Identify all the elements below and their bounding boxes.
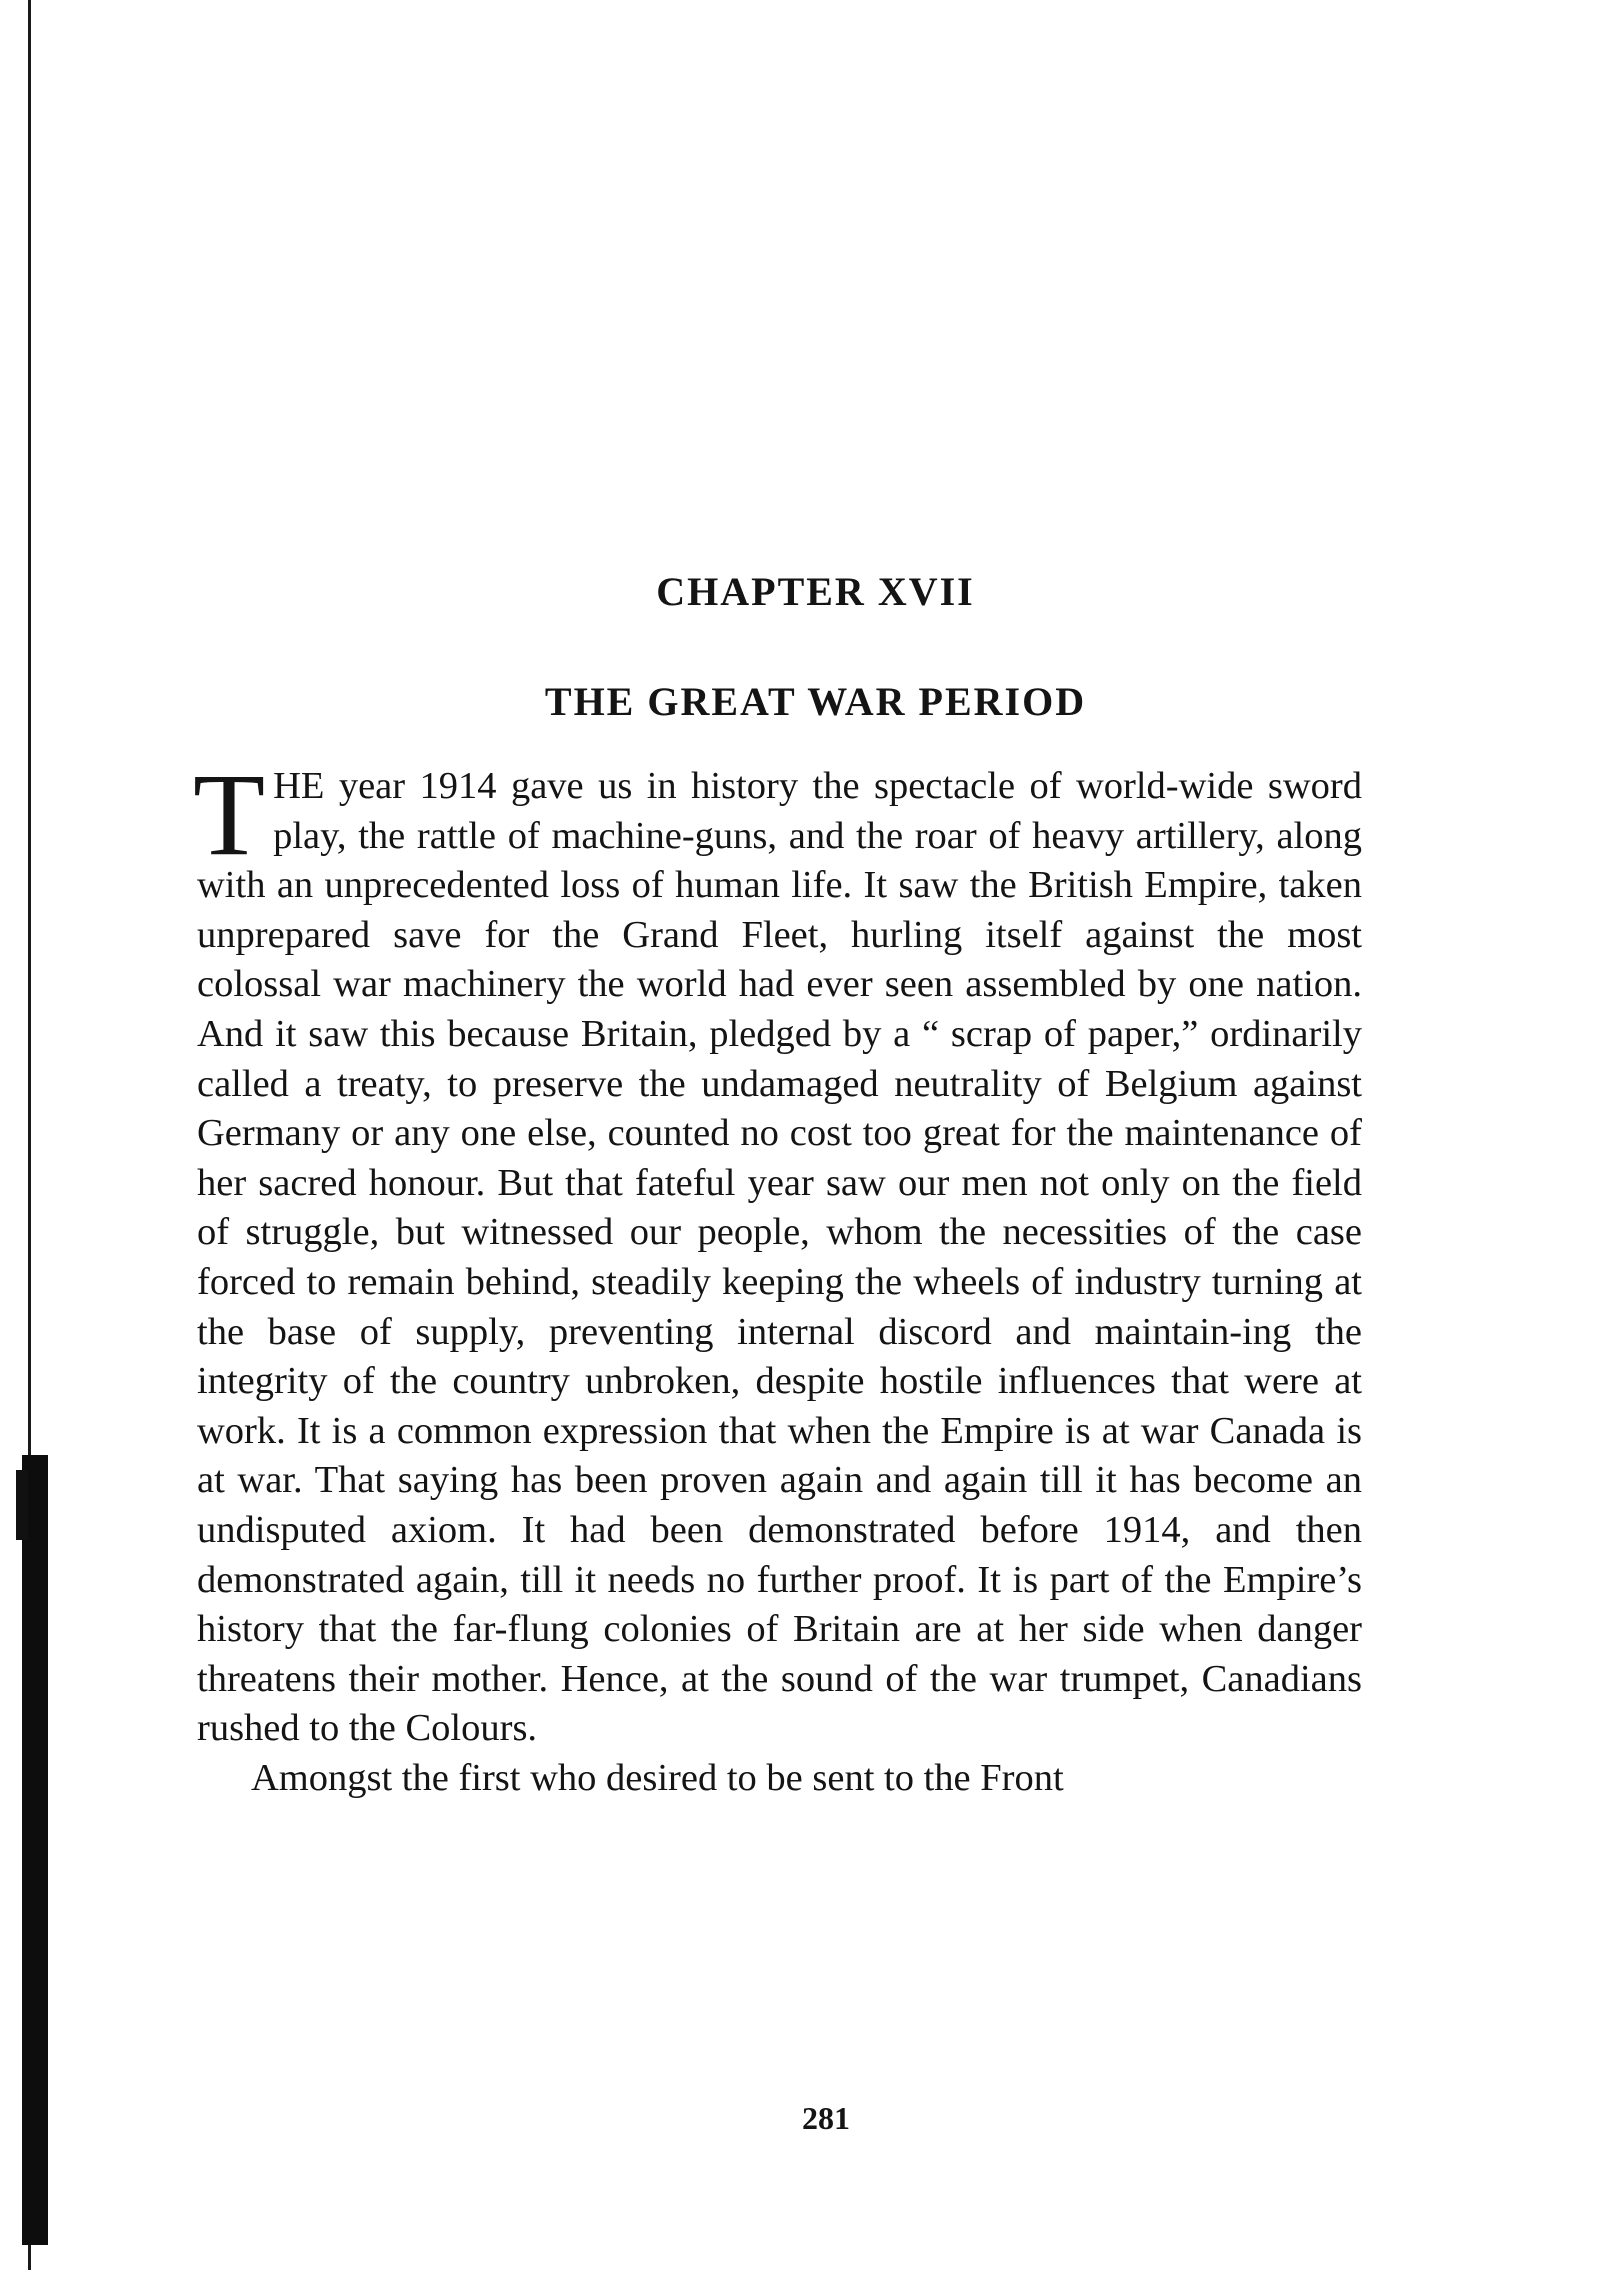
scan-edge-mark xyxy=(16,1470,28,1540)
book-page xyxy=(193,560,1362,1803)
body-paragraph-1 xyxy=(193,749,1362,1754)
page-number-text: 281 xyxy=(802,2100,850,2136)
page-number xyxy=(0,2100,1622,2137)
body-paragraph-2: Amongst the first who desired to be sent to the Front xyxy=(251,1756,1064,1799)
chapter-title: THE GREAT WAR PERIOD xyxy=(544,679,1087,724)
chapter-number: CHAPTER XVII xyxy=(656,569,975,614)
drop-cap: T xyxy=(193,749,266,880)
paragraph-1-text: HE year 1914 gave us in history the spectacle of world-wide sword play, the rattle of machine-guns, and the roar of heavy artillery, along with an unprecedented loss of human life. It saw the British Empire, taken unprepared save for the Grand Fleet, hurling itself against the most colossal war machinery the world had ever seen assembled by one nation. And it saw this because Britain, pledged by a “ scrap of paper,” ordinarily called a treaty, to preserve the undamaged neutrality of Belgium against Germany or any one else, counted no cost too great for the maintenance of her sacred honour. But that fateful year saw our men not only on the field of struggle, but witnessed our people, whom the necessities of the case forced to remain behind, steadily keeping the wheels of industry turning at the base of supply, preventing internal discord and maintain-ing the integrity of the country unbroken, despite hostile influences that were at work. It is a common expression that when the Empire is at war Canada is at war. That saying has been proven again and again till it has become an undisputed axiom. It had been demonstrated before 1914, and then demonstrated again, till it needs no further proof. It is part of the Empire’s history that the far-flung colonies of Britain are at her side when danger threatens their mother. Hence, at the sound of the war trumpet, Canadians rushed to the Colours. xyxy=(197,765,1362,1750)
